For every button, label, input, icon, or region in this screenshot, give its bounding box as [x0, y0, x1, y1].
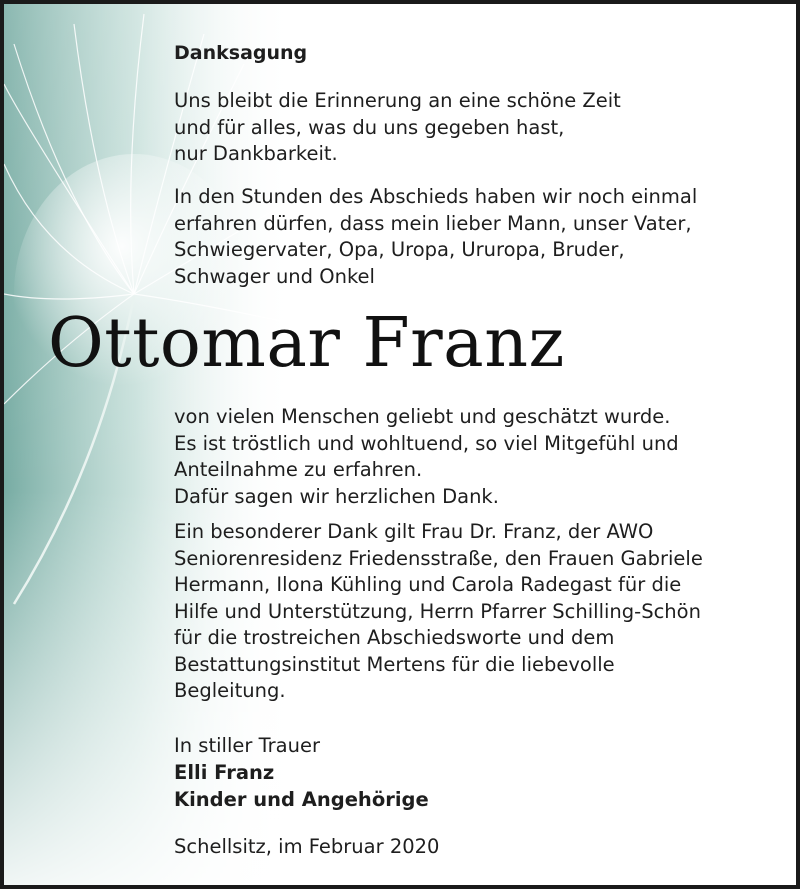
text-line: Seniorenresidenz Friedensstraße, den Frauen Gabriele	[174, 546, 703, 570]
special-thanks-paragraph	[174, 519, 703, 705]
text-line: Es ist tröstlich und wohltuend, so viel Mitgefühl und	[174, 431, 679, 455]
signature-family: Kinder und Angehörige	[174, 788, 429, 811]
place-and-date: Schellsitz, im Februar 2020	[174, 835, 440, 858]
text-line: Schwager und Onkel	[174, 264, 375, 288]
signature-intro: In stiller Trauer	[174, 734, 320, 757]
text-line: und für alles, was du uns gegeben hast,	[174, 115, 565, 139]
signature-block	[174, 732, 429, 813]
text-line: Hermann, Ilona Kühling und Carola Radegast für die	[174, 573, 682, 596]
text-line: Begleitung.	[174, 679, 286, 702]
text-line: Uns bleibt die Erinnerung an eine schöne Zeit	[174, 89, 621, 112]
text-line: Anteilnahme zu erfahren.	[174, 458, 423, 481]
text-line: Ein besonderer Dank gilt Frau Dr. Franz, der AWO	[174, 520, 654, 543]
text-line: für die trostreichen Abschiedsworte und dem	[174, 626, 615, 649]
notice-heading: Danksagung	[174, 42, 308, 64]
text-line: In den Stunden des Abschieds haben wir noch einmal	[174, 185, 698, 208]
text-line: nur Dankbarkeit.	[174, 142, 338, 165]
text-line: erfahren dürfen, dass mein lieber Mann, unser Vater,	[174, 211, 692, 235]
text-line: Dafür sagen wir herzlichen Dank.	[174, 484, 499, 508]
text-line: Bestattungsinstitut Mertens für die liebevolle	[174, 652, 615, 676]
intro-verse	[174, 88, 621, 168]
text-line: Hilfe und Unterstützung, Herrn Pfarrer Schilling-Schön	[174, 599, 701, 623]
gratitude-paragraph	[174, 404, 679, 510]
text-line: Schwiegervater, Opa, Uropa, Ururopa, Bruder,	[174, 238, 625, 261]
deceased-name: Ottomar Franz	[48, 304, 565, 383]
text-line: von vielen Menschen geliebt und geschätzt wurde.	[174, 405, 671, 428]
signature-name: Elli Franz	[174, 761, 275, 784]
farewell-paragraph	[174, 184, 697, 290]
